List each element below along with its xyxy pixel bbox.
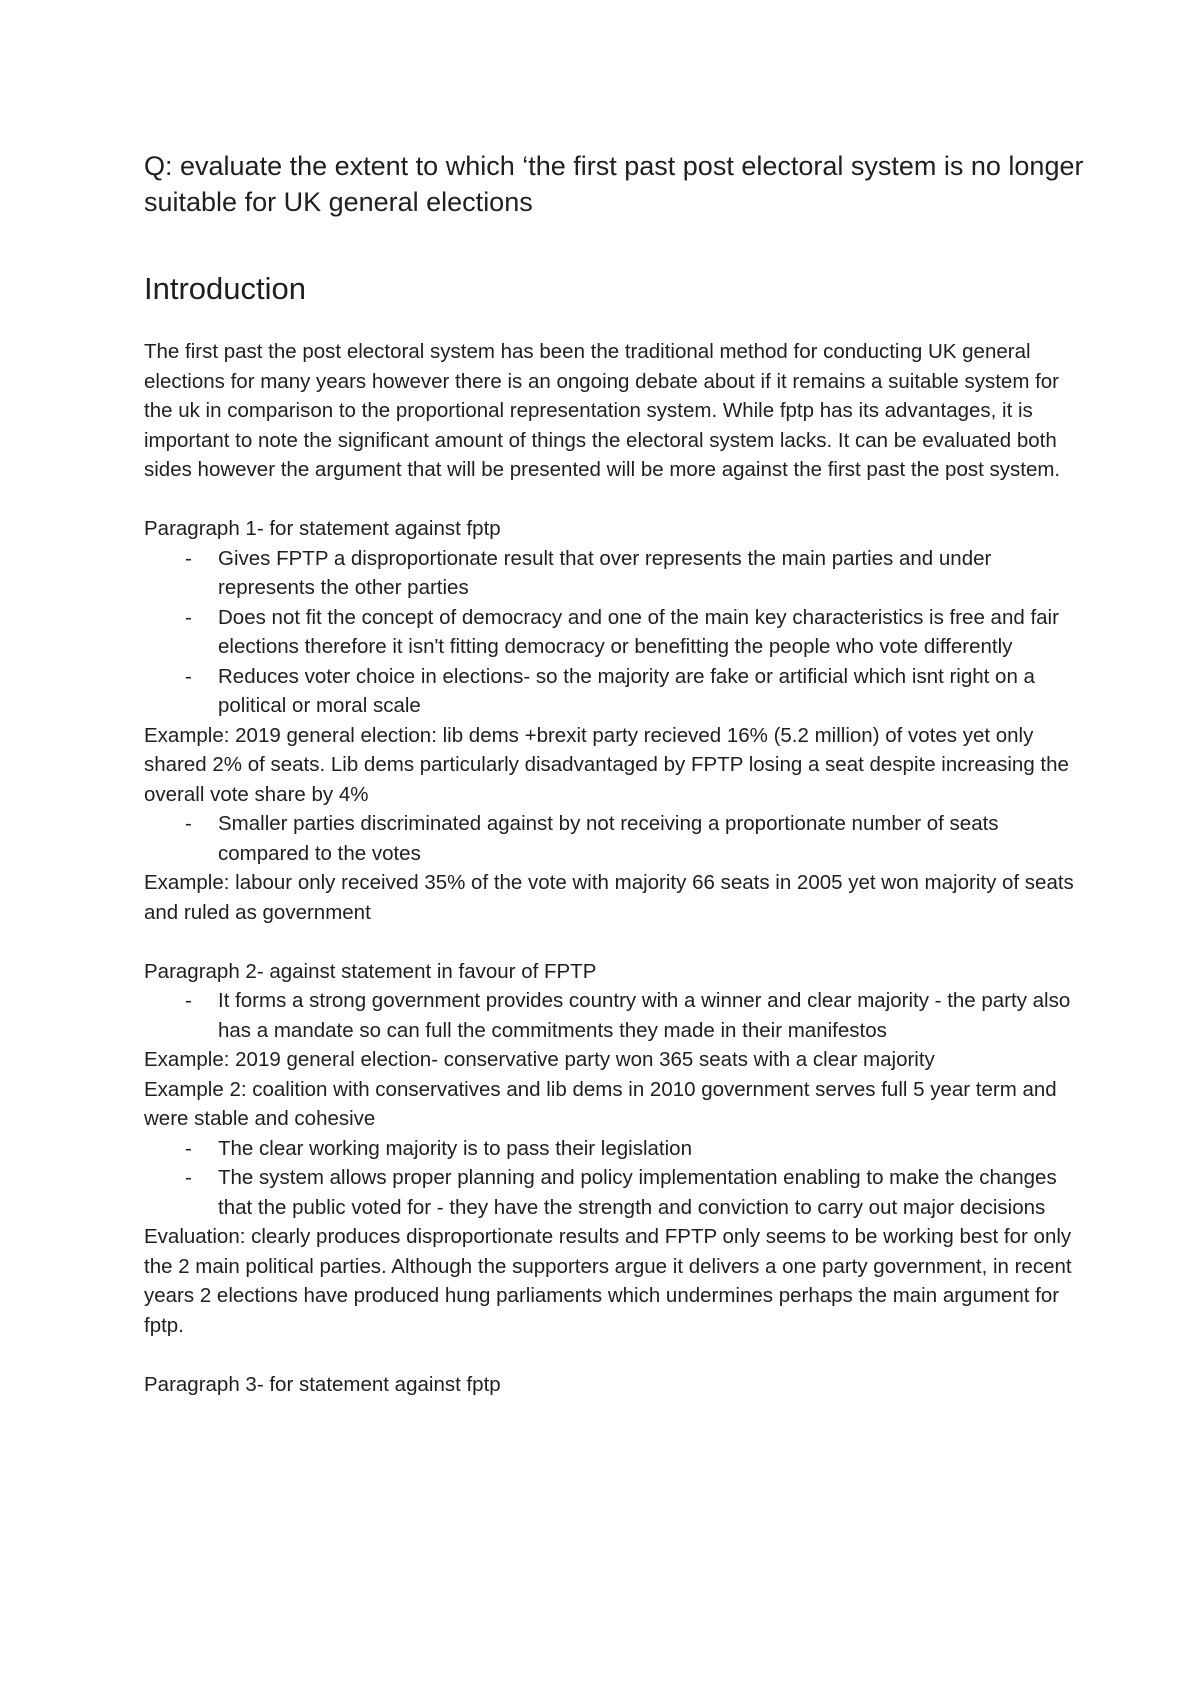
list-item-text: It forms a strong government provides country with a winner and clear majority - the party also has a mandate so can full the commitments they made in their manifestos: [218, 989, 1071, 1042]
paragraph-3-section: [144, 1370, 1084, 1400]
introduction-heading: Introduction: [144, 271, 306, 306]
essay-question: Q: evaluate the extent to which ‘the first past post electoral system is no longer suitable for UK general elections: [144, 151, 1084, 217]
paragraph-2-title: Paragraph 2- against statement in favour of FPTP: [144, 959, 597, 983]
list-item-text: The system allows proper planning and policy implementation enabling to make the changes that the public voted for - they have the strength and conviction to carry out major decisions: [218, 1166, 1057, 1219]
paragraph-2-bullet-list-2: [144, 1134, 1084, 1223]
list-item-text: Smaller parties discriminated against by not receiving a proportionate number of seats compared to the votes: [218, 812, 999, 865]
list-item: [144, 662, 1084, 721]
list-item-text: Does not fit the concept of democracy and one of the main key characteristics is free and fair elections therefore it isn't fitting democracy or benefitting the people who vote differently: [218, 605, 1059, 658]
bullet-dash: -: [185, 1136, 192, 1160]
introduction-text: The first past the post electoral system has been the traditional method for conducting UK general elections for many years however there is an ongoing debate about if it remains a suitable system for the uk in comparison to the proportional representation system. While fptp has its advantages, it is important to note the significant amount of things the electoral system lacks. It can be evaluated both sides however the argument that will be presented will be more against the first past the post system.: [144, 340, 1061, 481]
bullet-dash: -: [185, 812, 192, 835]
bullet-dash: -: [185, 989, 192, 1012]
paragraph-1-bullet-list-2: [144, 809, 1084, 868]
paragraph-1-example-1: Example: 2019 general election: lib dems +brexit party recieved 16% (5.2 million) of votes yet only shared 2% of seats. Lib dems particularly disadvantaged by FPTP losing a seat despite increasing the overall vote share by 4%: [144, 723, 1069, 806]
list-item: [144, 986, 1084, 1045]
list-item: [144, 1163, 1084, 1222]
paragraph-3-title: Paragraph 3- for statement against fptp: [144, 1372, 501, 1396]
bullet-dash: -: [185, 605, 192, 629]
paragraph-2-example-1: Example: 2019 general election- conservative party won 365 seats with a clear majority: [144, 1048, 935, 1071]
paragraph-1-bullet-list: [144, 544, 1084, 721]
paragraph-2-evaluation: Evaluation: clearly produces disproportionate results and FPTP only seems to be working best for only the 2 main political parties. Although the supporters argue it delivers a one party government, in recent years 2 elections have produced hung parliaments which undermines perhaps the main argument for fptp.: [144, 1225, 1072, 1337]
bullet-dash: -: [185, 1166, 192, 1189]
list-item: [144, 603, 1084, 662]
paragraph-1-example-2: Example: labour only received 35% of the vote with majority 66 seats in 2005 yet won majority of seats and ruled as government: [144, 871, 1074, 924]
paragraph-2-section: [144, 957, 1084, 1341]
list-item-text: Gives FPTP a disproportionate result that over represents the main parties and under represents the other parties: [218, 546, 992, 599]
list-item: [144, 1134, 1084, 1164]
list-item-text: The clear working majority is to pass their legislation: [218, 1136, 692, 1160]
document-page: [144, 148, 1084, 1399]
paragraph-2-bullet-list: [144, 986, 1084, 1045]
paragraph-1-title: Paragraph 1- for statement against fptp: [144, 517, 501, 540]
paragraph-2-example-2: Example 2: coalition with conservatives and lib dems in 2010 government serves full 5 year term and were stable and cohesive: [144, 1077, 1057, 1130]
list-item: [144, 544, 1084, 603]
bullet-dash: -: [185, 664, 192, 688]
list-item-text: Reduces voter choice in elections- so the majority are fake or artificial which isnt right on a political or moral scale: [218, 664, 1035, 717]
paragraph-1-section: [144, 514, 1084, 927]
list-item: [144, 809, 1084, 868]
bullet-dash: -: [185, 546, 192, 570]
